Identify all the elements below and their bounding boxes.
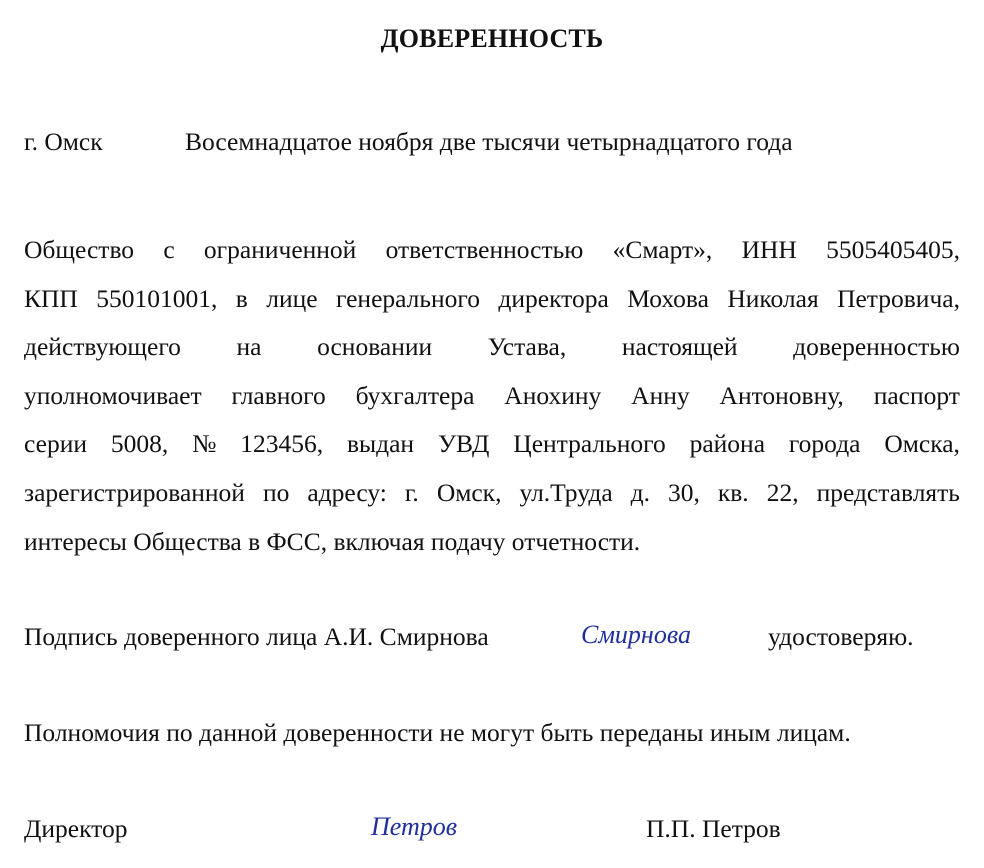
document-date: Восемнадцатое ноября две тысячи четырнадцатого года [185, 127, 793, 156]
body-word: 550101001, [96, 283, 218, 313]
body-word: ул.Труда [519, 477, 613, 507]
body-word: основании [317, 332, 433, 362]
body-word: Анохину [504, 380, 602, 410]
body-word: ИНН [741, 235, 797, 264]
body-line [24, 327, 960, 376]
body-word: зарегистрированной [24, 477, 245, 507]
body-word: «Смарт», [612, 235, 713, 264]
body-word: 123456, [240, 429, 324, 459]
trustee-signature: Смирнова [581, 620, 691, 649]
body-word: Общество [24, 235, 135, 264]
body-line [24, 230, 960, 279]
body-word: по [262, 477, 290, 507]
body-word: выдан [346, 429, 415, 459]
body-word: Мохова [627, 283, 709, 313]
body-word: 22, [766, 477, 799, 507]
body-word: Анну [631, 380, 690, 410]
body-word: ответственностью [385, 235, 584, 264]
body-word: кв. [717, 477, 749, 507]
signature-label: Подпись доверенного лица А.И. Смирнова [24, 622, 489, 651]
body-word: уполномочивает [24, 380, 202, 410]
body-word: директора [498, 283, 609, 313]
body-word: КПП [24, 283, 78, 313]
body-line [24, 376, 960, 425]
body-word: д. [630, 477, 650, 507]
body-word: города [788, 429, 861, 459]
body-word: генерального [335, 283, 481, 313]
body-word: Центрального [513, 429, 666, 459]
body-word: бухгалтера [355, 380, 475, 410]
body-word: Антоновну, [719, 380, 844, 410]
body-word: 5505405405, [826, 235, 960, 264]
body-word: адресу: [307, 477, 387, 507]
body-word: доверенностью [793, 332, 960, 362]
body-line [24, 424, 960, 473]
body-word: УВД [437, 429, 490, 459]
body-word: Омск, [436, 477, 502, 507]
certify-text: удостоверяю. [768, 622, 914, 651]
body-word: ограниченной [203, 235, 357, 264]
body-word: представлять [816, 477, 960, 507]
director-signature: Петров [371, 812, 458, 841]
body-word: на [236, 332, 262, 362]
body-line [24, 522, 960, 571]
body-word: паспорт [873, 380, 960, 410]
body-word: Петровича, [837, 283, 960, 313]
body-line [24, 279, 960, 328]
body-word: Устава, [487, 332, 567, 362]
city: г. Омск [24, 127, 103, 156]
body-word: действующего [24, 332, 181, 362]
body-word: серии [24, 429, 87, 459]
body-word: Омска, [884, 429, 960, 459]
director-label: Директор [24, 814, 128, 843]
document-title: ДОВЕРЕННОСТЬ [380, 24, 604, 53]
body-word: главного [231, 380, 326, 410]
body-word: в [235, 283, 248, 313]
body-line [24, 473, 960, 522]
body-word: интересы Общества в ФСС, включая подачу отчетности. [24, 526, 641, 556]
body-word: Николая [727, 283, 819, 313]
director-name: П.П. Петров [646, 814, 781, 843]
body-word: 5008, [110, 429, 169, 459]
body-word: № [192, 429, 217, 459]
body-word: настоящей [621, 332, 738, 362]
body-word: 30, [668, 477, 700, 507]
body-word: района [689, 429, 766, 459]
powers-note: Полномочия по данной доверенности не могут быть переданы иным лицам. [24, 718, 851, 747]
body-word: лице [266, 283, 318, 313]
body-paragraph [24, 230, 960, 570]
body-word: г. [404, 477, 419, 507]
body-word: с [163, 235, 175, 264]
